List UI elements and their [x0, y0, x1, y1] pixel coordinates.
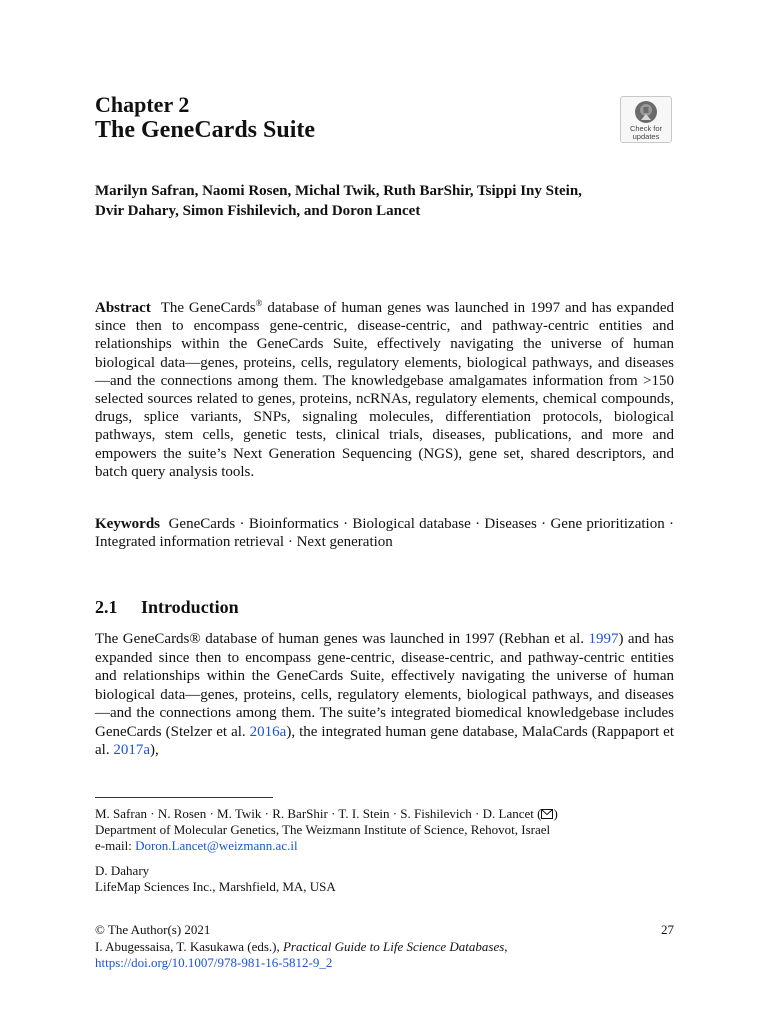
page-footer — [95, 922, 508, 972]
section-heading — [95, 597, 239, 618]
doi-link[interactable]: https://doi.org/10.1007/978-981-16-5812-9_2 — [95, 955, 333, 970]
authors-line-2: Dvir Dahary, Simon Fishilevich, and Doron Lancet — [95, 203, 421, 219]
badge-line-2: updates — [632, 132, 660, 141]
book-citation-line: I. Abugessaisa, T. Kasukawa (eds.), Practical Guide to Life Science Databases, — [95, 938, 508, 954]
intro-text-2: ) and has expanded since then to encompass gene-centric, disease-centric, and pathway-centric entities and relationships within the GeneCards Suite, effectively navigating the universe of human biological data—genes, proteins, cells, regulatory elements, biological pathways, and diseases—and the connections among them. The suite’s integrated biomedical knowledgebase includes GeneCards (Stelzer et al. — [95, 631, 674, 740]
author-list — [95, 181, 695, 221]
chapter-label: Chapter 2 — [95, 92, 190, 117]
intro-text-4: ), — [150, 742, 159, 758]
intro-text-1: The GeneCards® database of human genes was launched in 1997 (Rebhan et al. — [95, 631, 589, 647]
check-for-updates-icon — [634, 100, 658, 124]
page-number: 27 — [661, 922, 674, 937]
keywords-text: GeneCards · Bioinformatics · Biological database · Diseases · Gene prioritization · Integrated information retrieval · Next generation — [95, 516, 674, 551]
check-for-updates-badge[interactable] — [620, 96, 672, 143]
footnote-affiliation-2 — [95, 863, 336, 895]
chapter-title: The GeneCards Suite — [95, 117, 316, 143]
section-number: 2.1 — [95, 597, 118, 617]
book-title: Practical Guide to Life Science Databases — [282, 938, 505, 954]
footnote-affiliation-1 — [95, 806, 558, 854]
abstract-lead: The GeneCards — [160, 300, 256, 316]
abstract-label: Abstract — [95, 300, 151, 316]
abstract-text: database of human genes was launched in 1997 and has expanded since then to encompass gene-centric, disease-centric, and pathway-centric entities and relationships within the GeneCards Suite, effectively navigating the universe of human biological data—genes, proteins, cells, regulatory elements, biological pathways, and diseases—and the connections among them. The knowledgebase amalgamates information from >150 selected sources related to genes, proteins, ncRNAs, regulatory elements, chemical compounds, drugs, splice variants, SNPs, signaling molecules, differentiation protocols, biological pathways, stem cells, genetic tests, clinical trials, diseases, publications, and more and empowers the suite’s Next Generation Sequencing (NGS), gene set, shared descriptors, and batch query analysis tools. — [95, 300, 675, 480]
footnote-lifemap: LifeMap Sciences Inc., Marshfield, MA, USA — [95, 879, 336, 894]
envelope-icon — [541, 809, 553, 819]
footnote-email-line: e-mail: Doron.Lancet@weizmann.ac.il — [95, 838, 298, 853]
intro-paragraph — [95, 630, 674, 760]
abstract — [95, 294, 674, 481]
email-link[interactable]: Doron.Lancet@weizmann.ac.il — [135, 838, 298, 853]
copyright-line: © The Author(s) 2021 — [95, 922, 211, 937]
registered-mark: ® — [255, 298, 263, 308]
footnote-authors-line: M. Safran · N. Rosen · M. Twik · R. BarShir · T. I. Stein · S. Fishilevich · D. Lancet ( ) — [95, 806, 558, 821]
authors-line-1: Marilyn Safran, Naomi Rosen, Michal Twik, Ruth BarShir, Tsippi Iny Stein, — [95, 183, 582, 199]
keywords-label: Keywords — [95, 516, 160, 532]
section-title: Introduction — [141, 597, 239, 617]
footnote-author-dahary: D. Dahary — [95, 863, 150, 878]
badge-line-1: Check for — [629, 124, 663, 133]
intro-text-3: ), the integrated human gene database, MalaCards (Rappaport et al. — [95, 723, 674, 758]
footnote-divider — [95, 797, 273, 798]
citation-link-rappaport-2017a[interactable]: 2017a — [113, 742, 150, 758]
citation-link-stelzer-2016a[interactable]: 2016a — [249, 723, 287, 740]
keywords — [95, 515, 674, 551]
footnote-department: Department of Molecular Genetics, The Weizmann Institute of Science, Rehovot, Israel — [95, 822, 551, 837]
citation-link-rebhan-1997[interactable]: 1997 — [588, 631, 619, 647]
